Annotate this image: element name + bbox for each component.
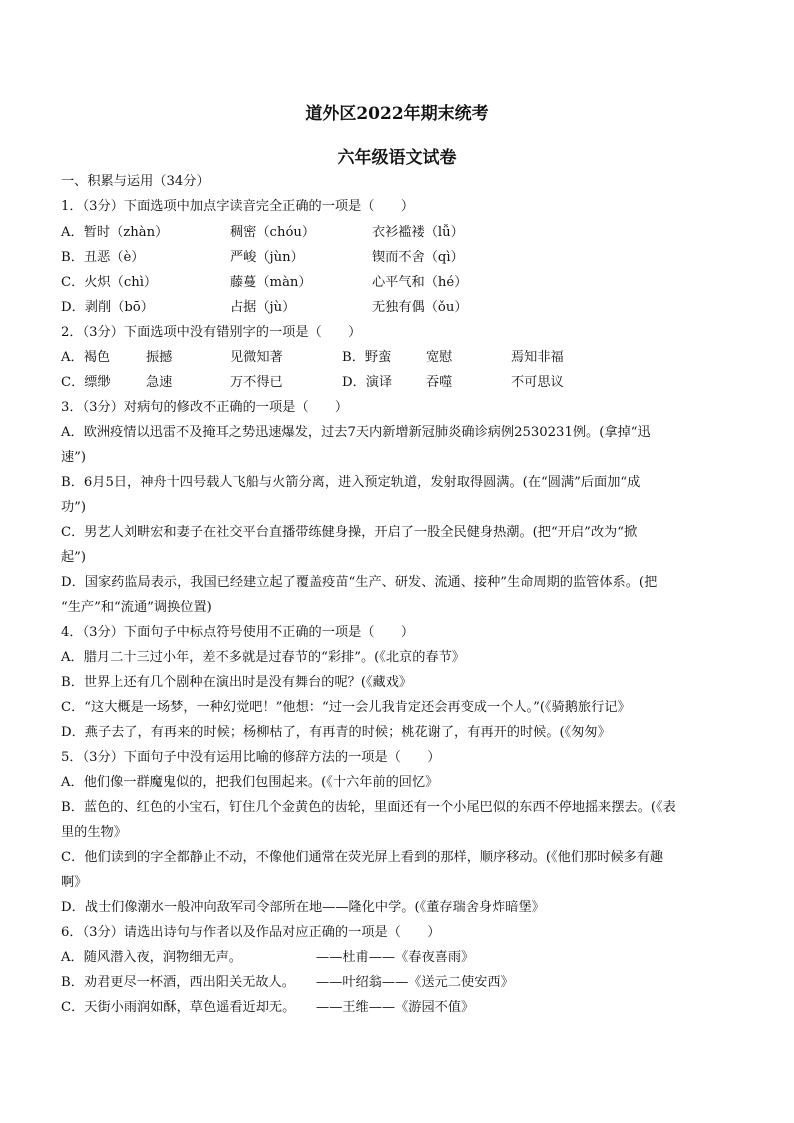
q5-option-d: D．战士们像潮水一般冲向敌军司令部所在地——隆化中学。(《董存瑞舍身炸暗堡》 — [61, 900, 545, 915]
q4-stem: 4．（3分）下面句子中标点符号使用不正确的一项是（ ） — [61, 625, 415, 640]
q6-option-c-source: ——王维——《游园不值》 — [316, 1000, 475, 1015]
q1-option-a-3: 衣衫褴褛（lǚ） — [372, 225, 464, 240]
q1-option-d-2: 占据（jù） — [230, 300, 296, 315]
q2-option-a-word3: 见微知著 — [230, 350, 283, 365]
q1-option-d-3: 无独有偶（ǒu） — [372, 300, 468, 315]
q1-option-c-2: 藤蔓（màn） — [230, 275, 312, 290]
q1-option-b-2: 严峻（jùn） — [230, 250, 304, 265]
q6-option-a-verse: A．随风潜入夜，润物细无声。 — [61, 950, 242, 965]
q2-option-b-word1: B．野蛮 — [342, 350, 392, 365]
q2-option-c-word2: 急速 — [146, 375, 173, 390]
q5-option-b-cont: 里的生物》 — [61, 825, 127, 840]
q2-option-d-word3: 不可思议 — [511, 375, 564, 390]
q6-option-c-verse: C．天街小雨润如酥，草色遥看近却无。 — [61, 1000, 296, 1015]
q6-stem: 6．（3分）请选出诗句与作者以及作品对应正确的一项是（ ） — [61, 925, 441, 940]
q1-option-c-1: C．火炽（chì） — [61, 275, 158, 290]
q2-option-d-word2: 吞噬 — [426, 375, 453, 390]
q2-option-a-word1: A．褐色 — [61, 350, 111, 365]
q1-option-a-2: 稠密（chóu） — [230, 225, 316, 240]
q3-option-b-cont: 功”) — [61, 500, 87, 515]
q3-option-c-cont: 起”) — [61, 550, 87, 565]
q5-option-a: A．他们像一群魔鬼似的，把我们包围起来。(《十六年前的回忆》 — [61, 775, 439, 790]
q6-option-a-source: ——杜甫——《春夜喜雨》 — [316, 950, 475, 965]
q3-option-a: A．欧洲疫情以迅雷不及掩耳之势迅速爆发，过去7天内新增新冠肺炎确诊病例2530231例。(拿掉“迅 — [61, 425, 651, 440]
q4-option-c: C．“这大概是一场梦，一种幻觉吧！”他想：“过一会儿我肯定还会再变成一个人。”(《骑鹅旅行记》 — [61, 700, 631, 715]
q2-option-b-word2: 宽慰 — [426, 350, 453, 365]
q5-stem: 5．（3分）下面句子中没有运用比喻的修辞方法的一项是（ ） — [61, 750, 441, 765]
q5-option-b: B．蓝色的、红色的小宝石，钉住几个金黄色的齿轮，里面还有一个小尾巴似的东西不停地摇来摆去。(《表 — [61, 800, 676, 815]
exam-title: 道外区2022年期末统考 — [305, 104, 489, 124]
q6-option-b-source: ——叶绍翁——《送元二使安西》 — [316, 975, 514, 990]
q3-option-c: C．男艺人刘畊宏和妻子在社交平台直播带练健身操，开启了一股全民健身热潮。(把“开启”改为“掀 — [61, 525, 638, 540]
q1-option-b-3: 锲而不舍（qì） — [372, 250, 464, 265]
section-heading: 一、积累与运用（34分） — [61, 174, 210, 189]
q1-option-b-1: B．丑恶（è） — [61, 250, 145, 265]
q2-option-c-word3: 万不得已 — [230, 375, 283, 390]
q4-option-d: D．燕子去了，有再来的时候；杨柳枯了，有再青的时候；桃花谢了，有再开的时候。(《匆匆》 — [61, 725, 611, 740]
q1-option-c-3: 心平气和（hé） — [372, 275, 468, 290]
q4-option-a: A．腊月二十三过小年，差不多就是过春节的“彩排”。(《北京的春节》 — [61, 650, 465, 665]
q2-option-c-word1: C．缥缈 — [61, 375, 111, 390]
q1-option-d-1: D．剥削（bō） — [61, 300, 154, 315]
q5-option-c: C．他们读到的字全都静止不动，不像他们通常在荧光屏上看到的那样，顺序移动。(《他们那时候多有趣 — [61, 850, 664, 865]
q1-stem: 1．（3分）下面选项中加点字读音完全正确的一项是（ ） — [61, 199, 415, 214]
q5-option-c-cont: 啊》 — [61, 875, 88, 890]
q2-option-b-word3: 焉知非福 — [511, 350, 564, 365]
q6-option-b-verse: B．劝君更尽一杯酒，西出阳关无故人。 — [61, 975, 295, 990]
q3-stem: 3．（3分）对病句的修改不正确的一项是（ ） — [61, 400, 349, 415]
q3-option-d-cont: “生产”和“流通”调换位置) — [61, 600, 212, 615]
q2-option-a-word2: 振撼 — [146, 350, 173, 365]
q2-option-d-word1: D．演译 — [342, 375, 393, 390]
q3-option-a-cont: 速”) — [61, 450, 87, 465]
q4-option-b: B．世界上还有几个剧种在演出时是没有舞台的呢？(《藏戏》 — [61, 675, 413, 690]
q3-option-d: D．国家药监局表示，我国已经建立起了覆盖疫苗“生产、研发、流通、接种”生命周期的监管体系。(把 — [61, 575, 658, 590]
exam-subtitle: 六年级语文试卷 — [337, 148, 457, 168]
q2-stem: 2．（3分）下面选项中没有错别字的一项是（ ） — [61, 325, 362, 340]
q1-option-a-1: A．暂时（zhàn） — [61, 225, 169, 240]
q3-option-b: B．6月5日，神舟十四号载人飞船与火箭分离，进入预定轨道，发射取得圆满。(在“圆满”后面加“成 — [61, 475, 641, 490]
